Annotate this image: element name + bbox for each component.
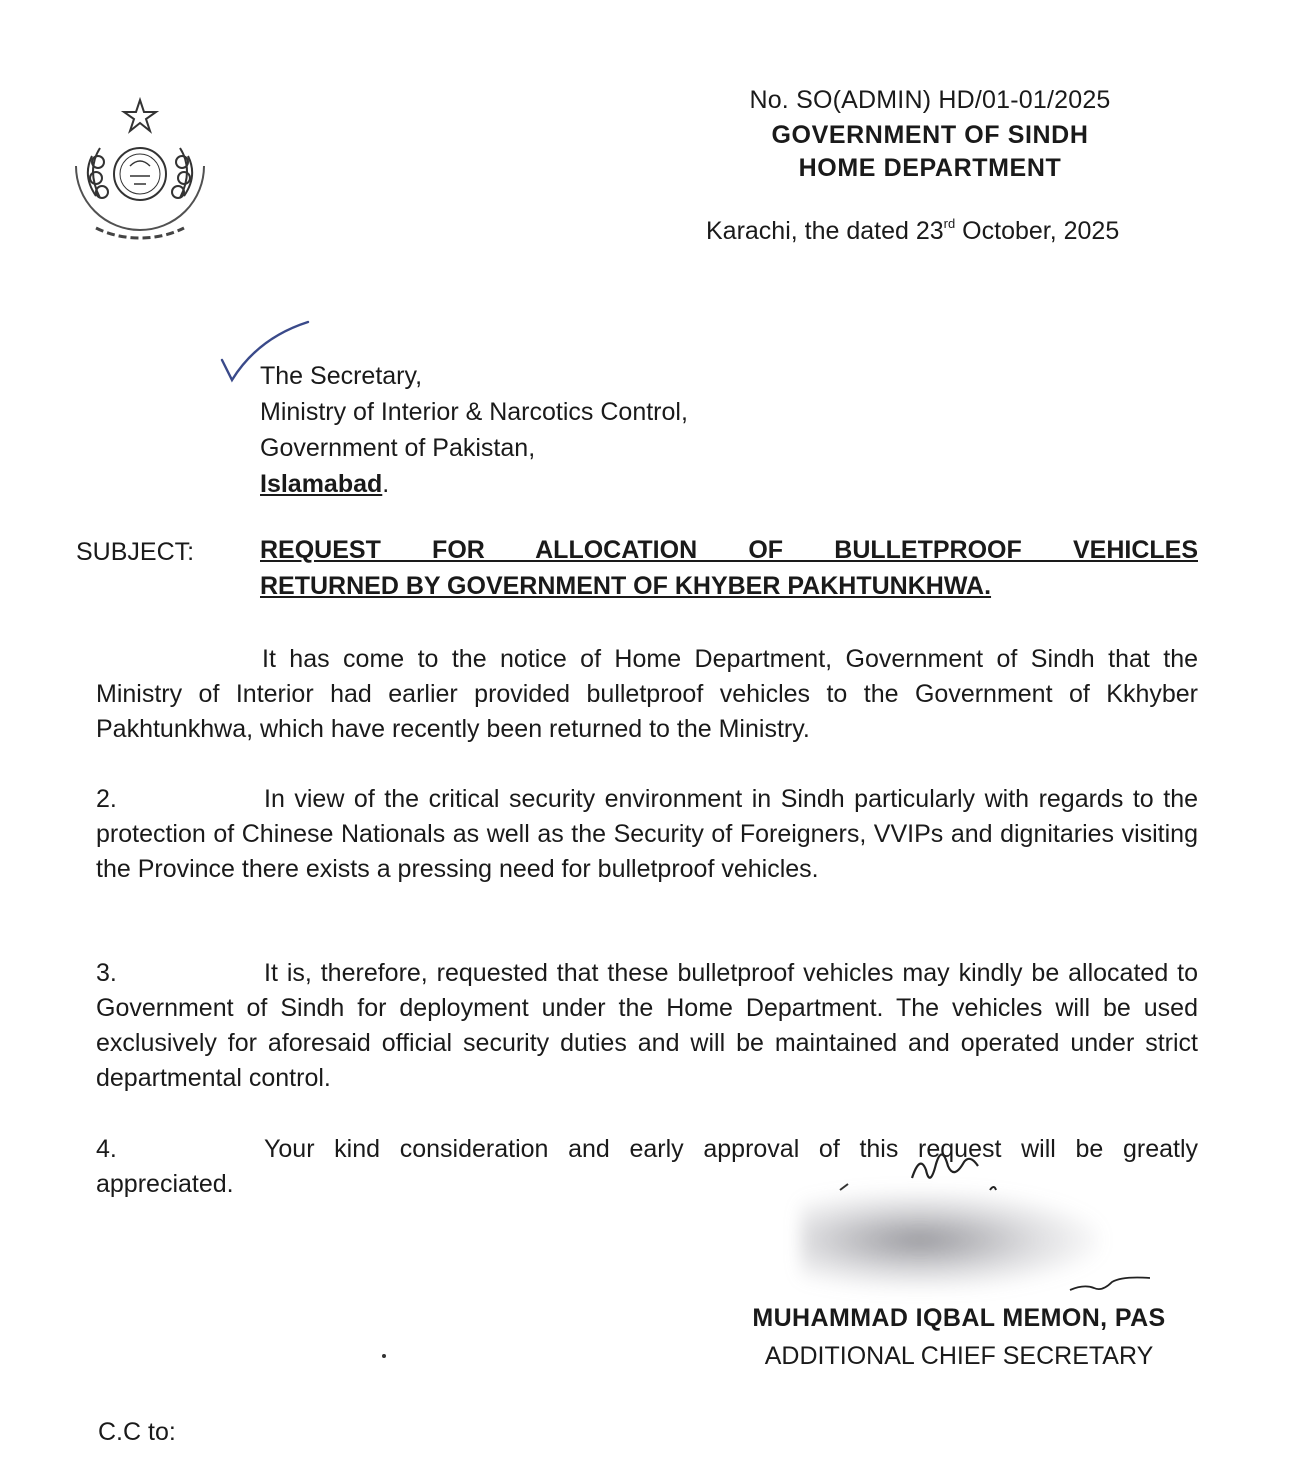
addressee-block	[260, 358, 688, 502]
subject-line: REQUEST FOR ALLOCATION OF BULLETPROOF VEHICLES	[260, 536, 1198, 564]
city-punctuation: .	[382, 470, 390, 498]
paragraph-text: It is, therefore, requested that these bulletproof vehicles may kindly be allocated to Government of Sindh for deployment under the Home Department. The vehicles will be used exclusively for aforesaid official security duties and will be maintained and operated under strict departmental control.	[96, 959, 1198, 1092]
date-ordinal: rd	[943, 216, 956, 231]
paragraph-1: It has come to the notice of Home Department, Government of Sindh that the Ministry of Interior had earlier provided bulletproof vehicles to the Government of Kkhyber Pakhtunkhwa, which have recently been returned to the Ministry.	[96, 645, 1198, 743]
paragraph-number: 3.	[96, 959, 117, 987]
paragraph-text: In view of the critical security environment in Sindh particularly with regards to the protection of Chinese Nationals as well as the Security of Foreigners, VVIPs and dignitaries visiting the Province there exists a pressing need for bulletproof vehicles.	[96, 785, 1198, 883]
handwritten-signature	[820, 1150, 1150, 1310]
reference-number: No. SO(ADMIN) HD/01-01/2025	[749, 86, 1111, 114]
addressee-city: Islamabad	[260, 470, 383, 498]
letter-date	[706, 216, 1119, 246]
government-title: GOVERNMENT OF SINDH	[771, 121, 1089, 149]
signatory-name: MUHAMMAD IQBAL MEMON, PAS	[752, 1304, 1166, 1332]
signatory-designation: ADDITIONAL CHIEF SECRETARY	[764, 1342, 1154, 1370]
paragraph-2	[96, 782, 1198, 887]
addressee-line: The Secretary,	[260, 362, 423, 390]
date-rest: October, 2025	[955, 217, 1120, 245]
paragraph-number: 2.	[96, 785, 117, 813]
addressee-line: Government of Pakistan,	[260, 434, 536, 462]
sindh-government-emblem	[56, 96, 224, 264]
subject-text	[260, 532, 1198, 604]
ink-speck	[382, 1354, 386, 1358]
letter-header	[700, 86, 1160, 183]
paragraph-text: Your kind consideration and early approval of this request will be greatly appreciated.	[96, 1135, 1198, 1198]
addressee-city-line	[260, 466, 688, 502]
subject-label: SUBJECT:	[76, 538, 195, 566]
date-prefix: Karachi, the dated 23	[706, 217, 944, 245]
paragraph-3	[96, 956, 1198, 1096]
addressee-line: Ministry of Interior & Narcotics Control,	[260, 398, 688, 426]
department-title: HOME DEPARTMENT	[798, 154, 1062, 182]
paragraph-number: 4.	[96, 1135, 117, 1163]
cc-label: C.C to:	[98, 1418, 176, 1446]
subject-line: RETURNED BY GOVERNMENT OF KHYBER PAKHTUNKHWA.	[260, 572, 992, 600]
